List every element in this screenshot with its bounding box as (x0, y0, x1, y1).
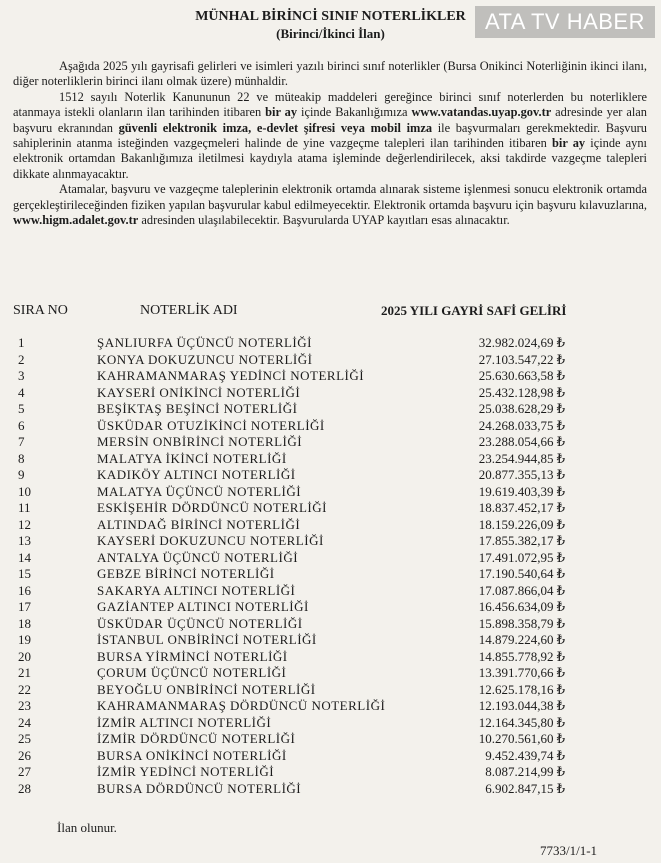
p3-text: adresinden ulaşılabilecektir. Başvurularda UYAP kayıtları esas alınacaktır. (138, 213, 510, 228)
notary-name: BEŞİKTAŞ BEŞİNCİ NOTERLİĞİ (97, 401, 298, 416)
row-number: 6 (18, 417, 25, 433)
notice-title: MÜNHAL BİRİNCİ SINIF NOTERLİKLER (195, 9, 466, 24)
paragraph-1 (13, 59, 647, 90)
table-row (0, 583, 661, 600)
row-number: 21 (18, 665, 31, 680)
row-number: 24 (18, 714, 31, 730)
p2-deadline: bir ay (265, 105, 298, 120)
paragraph-1-text: Aşağıda 2025 yılı gayrisafi gelirleri ve isimleri yazılı birinci sınıf noterlikler (Bursa Onikinci Noterliğinin ikinci ilanı, diğer noterliklerin birinci ilanı olmak üzere) münhaldir. (13, 59, 647, 89)
notary-name: MERSİN ONBİRİNCİ NOTERLİĞİ (97, 434, 303, 449)
table-row (0, 665, 661, 682)
row-number: 15 (18, 566, 31, 581)
row-number: 11 (18, 500, 31, 515)
notary-name: ÇORUM ÜÇÜNCÜ NOTERLİĞİ (97, 665, 287, 680)
table-row (0, 467, 661, 484)
row-number: 27 (18, 764, 31, 779)
paragraph-3 (13, 182, 647, 228)
header-sira-no: SIRA NO (13, 303, 68, 318)
notary-name: KAYSERİ ONİKİNCİ NOTERLİĞİ (97, 384, 301, 400)
notice-subtitle: (Birinci/İkinci İlan) (276, 26, 385, 41)
income-amount: 24.268.033,75 ₺ (478, 417, 565, 433)
uyap-link[interactable]: www.vatandas.uyap.gov.tr (411, 105, 552, 120)
table-row (0, 385, 661, 402)
row-number: 22 (18, 681, 31, 697)
table-row (0, 682, 661, 699)
table-row (0, 599, 661, 616)
table-row (0, 500, 661, 517)
notary-name: İSTANBUL ONBİRİNCİ NOTERLİĞİ (97, 632, 317, 647)
table-row (0, 764, 661, 781)
notary-name: KAHRAMANMARAŞ YEDİNCİ NOTERLİĞİ (97, 368, 365, 383)
table-row (0, 352, 661, 369)
notary-name: KADIKÖY ALTINCI NOTERLİĞİ (97, 467, 296, 482)
income-amount: 10.270.561,60 ₺ (478, 731, 565, 746)
income-amount: 25.630.663,58 ₺ (478, 368, 565, 383)
table-row (0, 451, 661, 468)
row-number: 4 (18, 384, 25, 400)
table-row (0, 731, 661, 748)
row-number: 17 (18, 599, 31, 614)
row-number: 8 (18, 450, 25, 466)
notary-table (0, 335, 661, 797)
p2-text: ile başvurmaları gerekmektedir. Başvuru sahiplerinin atanma isteğinden vazgeçmeleri halinde de yine vazgeçme talepleri ilan tarihinden itibaren (13, 120, 647, 151)
notary-name: ÜSKÜDAR OTUZİKİNCİ NOTERLİĞİ (97, 417, 325, 433)
table-row (0, 434, 661, 451)
row-number: 26 (18, 747, 31, 763)
income-amount: 12.625.178,16 ₺ (478, 681, 565, 697)
notary-name: ESKİŞEHİR DÖRDÜNCÜ NOTERLİĞİ (97, 500, 327, 515)
income-amount: 17.491.072,95 ₺ (478, 549, 565, 565)
row-number: 25 (18, 731, 31, 746)
p2-text: adresinde yer alan başvuru ekranından (13, 105, 647, 135)
notary-name: BEYOĞLU ONBİRİNCİ NOTERLİĞİ (97, 681, 316, 697)
notary-name: KAHRAMANMARAŞ DÖRDÜNCÜ NOTERLİĞİ (97, 698, 386, 713)
income-amount: 14.879.224,60 ₺ (478, 632, 565, 647)
table-row (0, 533, 661, 550)
notary-name: GAZİANTEP ALTINCI NOTERLİĞİ (97, 599, 309, 614)
table-row (0, 566, 661, 583)
table-row (0, 550, 661, 567)
row-number: 16 (18, 582, 31, 598)
document-code: 7733/1/1-1 (540, 843, 598, 858)
notary-name: ANTALYA ÜÇÜNCÜ NOTERLİĞİ (97, 549, 299, 565)
notary-name: ÜSKÜDAR ÜÇÜNCÜ NOTERLİĞİ (97, 615, 303, 631)
table-row (0, 781, 661, 798)
notary-name: MALATYA ÜÇÜNCÜ NOTERLİĞİ (97, 483, 302, 499)
income-amount: 19.619.403,39 ₺ (478, 483, 565, 499)
p2-deadline: bir ay (552, 136, 586, 151)
income-amount: 9.452.439,74 ₺ (485, 747, 565, 763)
table-row (0, 418, 661, 435)
p2-text: 1512 sayılı Noterlik Kanununun 22 ve müteakip maddeleri gereğince birinci sınıf noterlerden bu noterliklere atanmaya istekli olanların ilan tarihinden itibaren (13, 89, 647, 120)
income-amount: 16.456.634,09 ₺ (478, 599, 565, 614)
row-number: 19 (18, 632, 31, 647)
income-amount: 17.855.382,17 ₺ (478, 533, 565, 548)
row-number: 1 (18, 335, 25, 350)
paragraph-2 (13, 90, 647, 182)
table-row (0, 748, 661, 765)
income-amount: 32.982.024,69 ₺ (478, 335, 565, 350)
income-amount: 17.190.540,64 ₺ (478, 566, 565, 581)
row-number: 14 (18, 549, 31, 565)
p2-text: içinde aynı elektronik ortamdan Bakanlığımıza iletilmesi kaydıyla atama işleminde değerlendirilecek, aksi takdirde vazgeçme talepleri dikkate alınmayacaktır. (13, 136, 647, 181)
p2-text: içinde Bakanlığımıza (297, 105, 412, 120)
income-amount: 25.432.128,98 ₺ (478, 384, 565, 400)
table-row (0, 649, 661, 666)
row-number: 18 (18, 615, 31, 631)
income-amount: 27.103.547,22 ₺ (478, 351, 565, 367)
row-number: 13 (18, 533, 31, 548)
header-income: 2025 YILI GAYRİ SAFİ GELİRİ (381, 303, 567, 318)
row-number: 2 (18, 351, 25, 367)
notary-name: İZMİR DÖRDÜNCÜ NOTERLİĞİ (97, 731, 296, 746)
row-number: 20 (18, 648, 31, 664)
notary-name: BURSA YİRMİNCİ NOTERLİĞİ (97, 648, 288, 664)
notary-name: SAKARYA ALTINCI NOTERLİĞİ (97, 582, 296, 598)
table-row (0, 632, 661, 649)
income-amount: 23.288.054,66 ₺ (478, 434, 565, 449)
row-number: 9 (18, 467, 25, 482)
row-number: 12 (18, 516, 31, 532)
row-number: 3 (18, 368, 25, 383)
income-amount: 8.087.214,99 ₺ (485, 764, 565, 779)
watermark-logo: ATA TV HABER (475, 6, 655, 38)
income-amount: 6.902.847,15 ₺ (485, 780, 565, 796)
table-row (0, 517, 661, 534)
income-amount: 20.877.355,13 ₺ (478, 467, 565, 482)
income-amount: 15.898.358,79 ₺ (478, 615, 565, 631)
notary-name: BURSA DÖRDÜNCÜ NOTERLİĞİ (97, 780, 302, 796)
notary-name: KAYSERİ DOKUZUNCU NOTERLİĞİ (97, 533, 324, 548)
income-amount: 25.038.628,29 ₺ (478, 401, 565, 416)
notice-body (13, 59, 647, 228)
notary-name: MALATYA İKİNCİ NOTERLİĞİ (97, 450, 287, 466)
header-noterlik-adi: NOTERLİK ADI (140, 303, 238, 318)
income-amount: 18.837.452,17 ₺ (478, 500, 565, 515)
closing-text: İlan olunur. (57, 820, 117, 835)
table-row (0, 484, 661, 501)
income-amount: 13.391.770,66 ₺ (478, 665, 565, 680)
table-row (0, 715, 661, 732)
higm-link[interactable]: www.higm.adalet.gov.tr (13, 213, 139, 228)
income-amount: 14.855.778,92 ₺ (478, 648, 565, 664)
row-number: 5 (18, 401, 25, 416)
income-amount: 17.087.866,04 ₺ (478, 582, 565, 598)
table-row (0, 368, 661, 385)
table-row (0, 616, 661, 633)
income-amount: 12.193.044,38 ₺ (478, 698, 565, 713)
notary-name: KONYA DOKUZUNCU NOTERLİĞİ (97, 351, 313, 367)
row-number: 23 (18, 698, 31, 713)
p3-text: Atamalar, başvuru ve vazgeçme taleplerinin elektronik ortamda alınarak sisteme işlenmesi sonucu elektronik ortamda gerçekleştirileceğinden fiziken yapılan başvurular kabul edilmeyecektir. Elektronik ortamda başvuru için başvuru kılavuzlarına, (13, 182, 647, 212)
notary-name: GEBZE BİRİNCİ NOTERLİĞİ (97, 566, 275, 581)
row-number: 10 (18, 483, 31, 499)
row-number: 7 (18, 434, 25, 449)
notary-name: İZMİR ALTINCI NOTERLİĞİ (97, 714, 272, 730)
table-row (0, 335, 661, 352)
notary-name: ŞANLIURFA ÜÇÜNCÜ NOTERLİĞİ (97, 335, 312, 350)
income-amount: 18.159.226,09 ₺ (478, 516, 565, 532)
row-number: 28 (18, 780, 31, 796)
notary-name: ALTINDAĞ BİRİNCİ NOTERLİĞİ (97, 516, 301, 532)
table-row (0, 698, 661, 715)
income-amount: 23.254.944,85 ₺ (478, 450, 565, 466)
p2-sign-methods: güvenli elektronik imza, e-devlet şifresi veya mobil imza (118, 120, 433, 135)
table-row (0, 401, 661, 418)
notary-name: BURSA ONİKİNCİ NOTERLİĞİ (97, 747, 287, 763)
income-amount: 12.164.345,80 ₺ (478, 714, 565, 730)
notary-name: İZMİR YEDİNCİ NOTERLİĞİ (97, 764, 275, 779)
